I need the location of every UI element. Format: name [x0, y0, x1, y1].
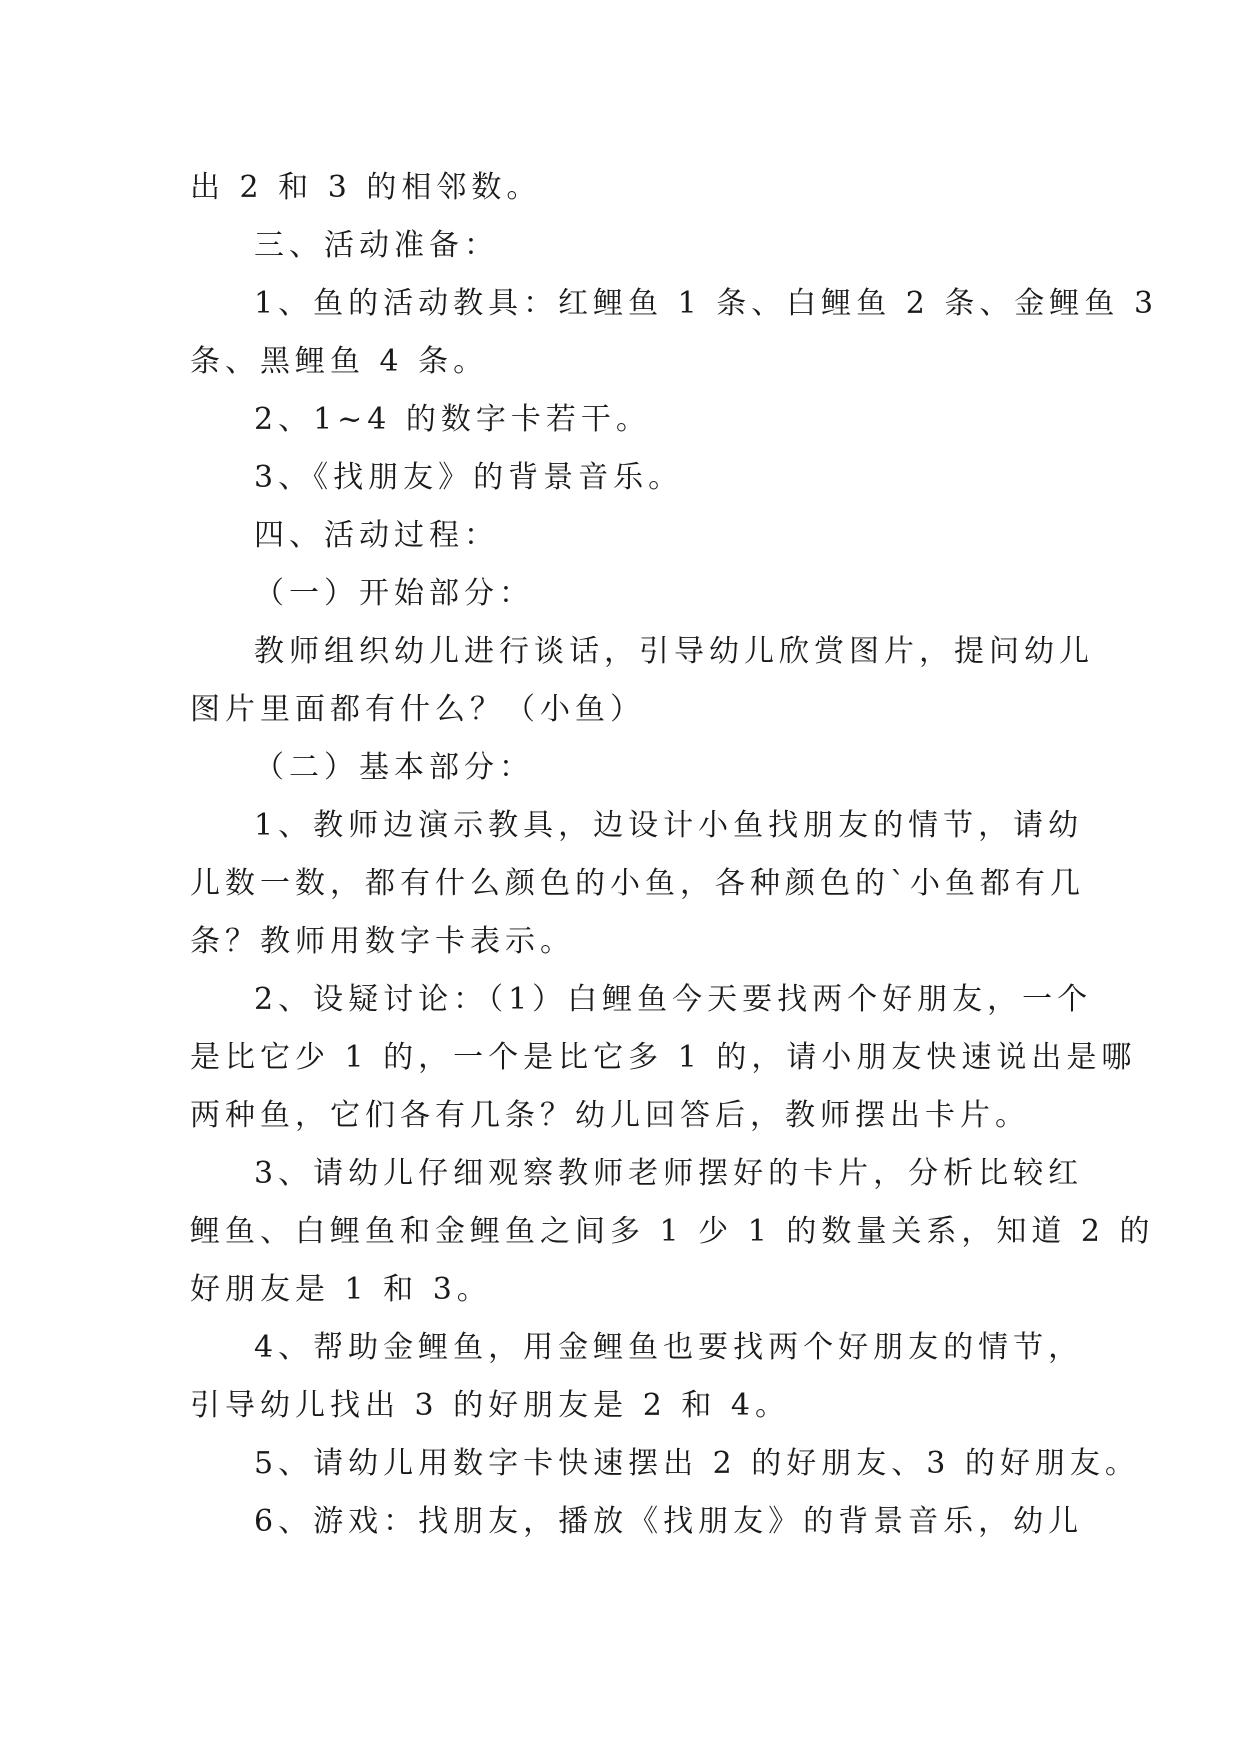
text-line: 儿数一数，都有什么颜色的小鱼，各种颜色的`小鱼都有几 [190, 866, 1085, 901]
text-line: 1、鱼的活动教具：红鲤鱼 1 条、白鲤鱼 2 条、金鲤鱼 3 [254, 286, 1159, 321]
text-line: 3、请幼儿仔细观察教师老师摆好的卡片，分析比较红 [254, 1156, 1084, 1191]
text-line: 条？教师用数字卡表示。 [190, 924, 575, 959]
text-line: 5、请幼儿用数字卡快速摆出 2 的好朋友、3 的好朋友。 [254, 1446, 1140, 1481]
text-line: 两种鱼，它们各有几条？幼儿回答后，教师摆出卡片。 [190, 1098, 1030, 1133]
text-line: 图片里面都有什么？（小鱼） [190, 692, 645, 727]
text-line: 1、教师边演示教具，边设计小鱼找朋友的情节，请幼 [254, 808, 1084, 843]
section-heading: 四、活动过程： [254, 518, 499, 553]
text-line: 是比它少 1 的，一个是比它多 1 的，请小朋友快速说出是哪 [190, 1040, 1137, 1075]
text-line: 2、设疑讨论：（1）白鲤鱼今天要找两个好朋友，一个 [254, 982, 1093, 1017]
text-line: 鲤鱼、白鲤鱼和金鲤鱼之间多 1 少 1 的数量关系，知道 2 的 [190, 1214, 1155, 1249]
text-line: 3、《找朋友》的背景音乐。 [254, 460, 684, 495]
text-line: 6、游戏：找朋友，播放《找朋友》的背景音乐，幼儿 [254, 1504, 1084, 1539]
text-line: 好朋友是 1 和 3。 [190, 1272, 492, 1307]
subsection-heading: （二）基本部分： [254, 750, 534, 785]
text-line: 条、黑鲤鱼 4 条。 [190, 344, 489, 379]
text-line: 教师组织幼儿进行谈话，引导幼儿欣赏图片，提问幼儿 [254, 634, 1094, 669]
section-heading: 三、活动准备： [254, 228, 499, 263]
subsection-heading: （一）开始部分： [254, 576, 534, 611]
text-line: 4、帮助金鲤鱼，用金鲤鱼也要找两个好朋友的情节， [254, 1330, 1084, 1365]
text-line: 出 2 和 3 的相邻数。 [190, 170, 542, 205]
text-line: 2、1~4 的数字卡若干。 [254, 402, 651, 437]
text-line: 引导幼儿找出 3 的好朋友是 2 和 4。 [190, 1388, 790, 1423]
